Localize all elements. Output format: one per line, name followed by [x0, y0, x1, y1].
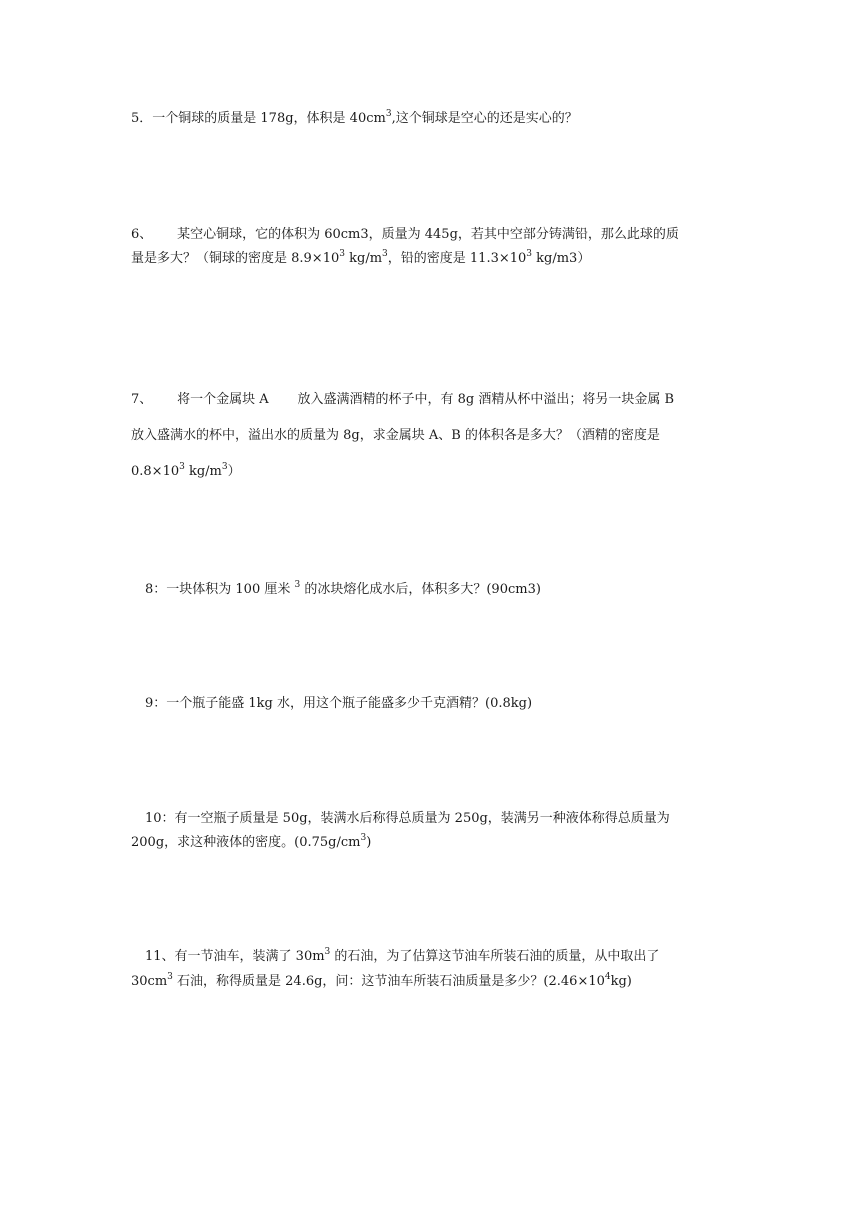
problem-6-text-a: 量是多大？（铜球的密度是 8.9×10 — [131, 251, 340, 266]
problem-6-text-b: kg/m — [344, 251, 383, 266]
problem-10-text-2b: ) — [366, 835, 372, 850]
problem-9-text: 9：一个瓶子能盛 1kg 水，用这个瓶子能盛多少千克酒精？(0.8kg) — [145, 696, 533, 711]
problem-7-text-3a: 0.8×10 — [131, 464, 180, 479]
problem-5-text-b: ,这个铜球是空心的还是实心的？ — [391, 111, 578, 126]
superscript: 4 — [604, 972, 611, 982]
problem-11-text-2b: 石油，称得质量是 24.6g，问：这节油车所装石油质量是多少？(2.46×10 — [172, 974, 605, 989]
problem-5-text-a: 5．一个铜球的质量是 178g，体积是 40cm — [131, 111, 386, 126]
problem-7-line-2 — [131, 427, 660, 445]
superscript: 3 — [179, 462, 185, 472]
problem-7-text-3b: kg/m — [184, 464, 222, 479]
problem-10-text-2a: 200g，求这种液体的密度。(0.75g/cm — [131, 835, 361, 850]
problem-7-line-1 — [131, 391, 674, 409]
problem-11-text-2a: 30cm — [131, 974, 168, 989]
superscript: 3 — [339, 249, 345, 259]
problem-11-line-1 — [145, 948, 659, 966]
problem-6-text: 6、 某空心铜球，它的体积为 60cm3，质量为 445g，若其中空部分铸满铅，那么此球的质 — [131, 227, 679, 242]
problem-6-line-2 — [131, 250, 590, 268]
problem-11-line-2 — [131, 973, 632, 991]
superscript: 3 — [382, 249, 388, 259]
problem-7-text-3c: ） — [227, 464, 241, 479]
problem-7-line-3 — [131, 463, 241, 481]
superscript: 3 — [526, 249, 533, 259]
problem-9-line-1 — [145, 695, 532, 713]
problem-10-line-1 — [145, 810, 670, 828]
problem-6-line-1 — [131, 226, 679, 244]
superscript: 3 — [221, 462, 228, 472]
problem-8-line-1 — [145, 581, 541, 599]
problem-7-text-1: 7、 将一个金属块 A 放入盛满酒精的杯子中，有 8g 酒精从杯中溢出；将另一块金属 B — [131, 392, 675, 407]
superscript: 3 — [385, 109, 392, 119]
problem-8-text-b: 的冰块熔化成水后，体积多大？(90cm3) — [300, 582, 541, 597]
problem-6-text-d: kg/m3） — [532, 251, 591, 266]
superscript: 3 — [324, 947, 331, 957]
superscript: 3 — [360, 833, 367, 843]
problem-11-text-1a: 11、有一节油车，装满了 30m — [145, 949, 325, 964]
problem-6-text-c: ，铅的密度是 11.3×10 — [387, 251, 527, 266]
superscript: 3 — [167, 972, 173, 982]
problem-10-text-1: 10：有一空瓶子质量是 50g，装满水后称得总质量为 250g，装满另一种液体称得总质量为 — [145, 811, 670, 826]
problem-7-text-2: 放入盛满水的杯中，溢出水的质量为 8g，求金属块 A、B 的体积各是多大？（酒精的密度是 — [131, 428, 660, 443]
superscript: 3 — [294, 580, 301, 590]
problem-11-text-2c: kg) — [610, 974, 632, 989]
problem-11-text-1b: 的石油，为了估算这节油车所装石油的质量，从中取出了 — [330, 949, 660, 964]
problem-8-text-a: 8：一块体积为 100 厘米 — [145, 582, 295, 597]
problem-10-line-2 — [131, 834, 371, 852]
problem-5-line-1 — [131, 110, 578, 128]
